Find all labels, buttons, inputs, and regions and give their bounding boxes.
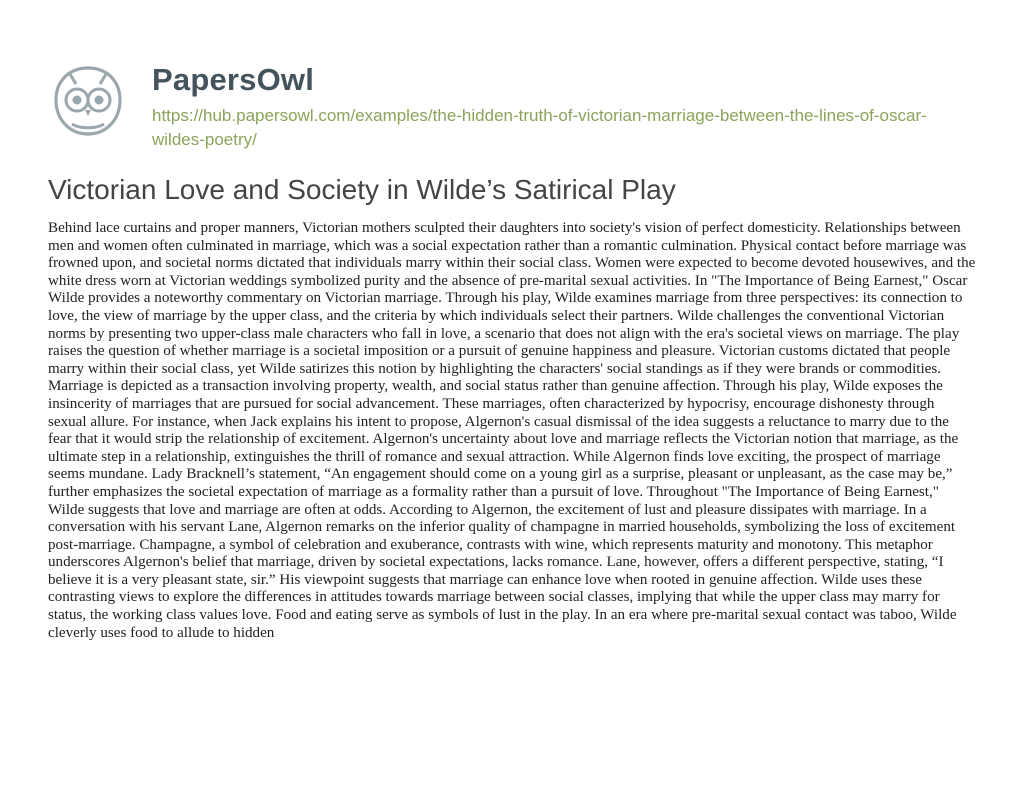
- brand-name[interactable]: PapersOwl: [152, 62, 315, 97]
- site-header: [48, 56, 988, 156]
- document-body: Behind lace curtains and proper manners, Victorian mothers sculpted their daughters into society's vision of perfect domesticity. Relationships between men and women often culminated in marriage, which was a social expectation rather than a romantic culmination. Physical contact before marriage was frowned upon, and societal norms dictated that individuals marry within their social class. Women were expected to become devoted housewives, and the white dress worn at Victorian weddings symbolized purity and the absence of pre-marital sexual activities. In "The Importance of Being Earnest," Oscar Wilde provides a noteworthy commentary on Victorian marriage. Through his play, Wilde examines marriage from three perspectives: its connection to love, the view of marriage by the upper class, and the criteria by which individuals select their partners. Wilde challenges the conventional Victorian norms by presenting two upper-class male characters who fall in love, a scenario that does not align with the era's societal views on marriage. The play raises the question of whether marriage is a societal imposition or a pursuit of genuine happiness and pleasure. Victorian customs dictated that people marry within their social class, yet Wilde satirizes this notion by highlighting the characters' social standings as if they were brands or commodities. Marriage is depicted as a transaction involving property, wealth, and social status rather than genuine affection. Through his play, Wilde exposes the insincerity of marriages that are pursued for social advancement. These marriages, often characterized by hypocrisy, encourage dishonesty through sexual allure. For instance, when Jack explains his intent to propose, Algernon's casual dismissal of the idea suggests a reluctance to marry due to the fear that it would strip the relationship of excitement. Algernon's uncertainty about love and marriage reflects the Victorian notion that marriage, as the ultimate step in a relationship, extinguishes the thrill of romance and sexual attraction. While Algernon finds love exciting, the prospect of marriage seems mundane. Lady Bracknell’s statement, “An engagement should come on a young girl as a surprise, pleasant or unpleasant, as the case may be,” further emphasizes the societal expectation of marriage as a formality rather than a pursuit of love. Throughout "The Importance of Being Earnest," Wilde suggests that love and marriage are often at odds. According to Algernon, the excitement of lust and pleasure dissipates with marriage. In a conversation with his servant Lane, Algernon remarks on the inferior quality of champagne in married households, symbolizing the loss of excitement post-marriage. Champagne, a symbol of celebration and exuberance, contrasts with wine, which represents maturity and monotony. This metaphor underscores Algernon's belief that marriage, driven by societal expectations, lacks romance. Lane, however, offers a different perspective, stating, “I believe it is a very pleasant state, sir.” His viewpoint suggests that marriage can enhance love when rooted in genuine affection. Wilde uses these contrasting views to explore the differences in attitudes towards marriage between social classes, implying that while the upper class may marry for status, the working class values love. Food and eating serve as symbols of lust in the play. In an era where pre-marital sexual contact was taboo, Wilde cleverly uses food to allude to hidden: [48, 220, 976, 641]
- document-title: Victorian Love and Society in Wilde’s Satirical Play: [48, 174, 676, 205]
- owl-logo-icon[interactable]: [48, 62, 128, 142]
- source-url-link[interactable]: https://hub.papersowl.com/examples/the-hidden-truth-of-victorian-marriage-between-the-lines-of-oscar-wildes-poetry/: [152, 106, 927, 149]
